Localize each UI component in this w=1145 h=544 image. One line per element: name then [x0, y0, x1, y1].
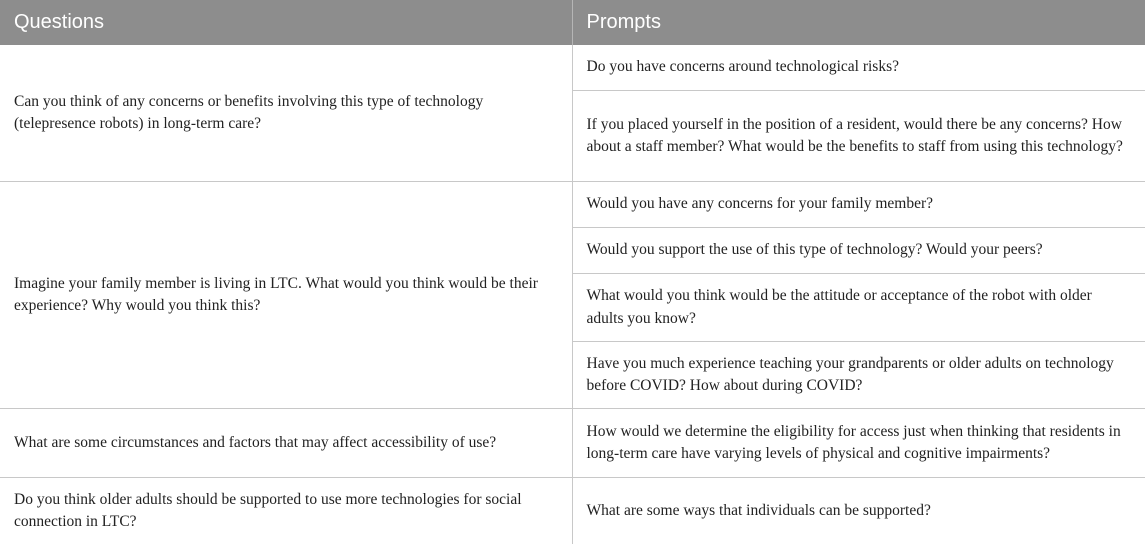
table-row	[0, 478, 1145, 544]
question-cell: What are some circumstances and factors that may affect accessibility of use?	[0, 409, 572, 478]
prompt-cell: Do you have concerns around technological risks?	[572, 45, 1145, 91]
table-row	[0, 182, 1145, 228]
prompt-cell: Would you support the use of this type of technology? Would your peers?	[572, 228, 1145, 274]
questions-column-header: Questions	[0, 0, 572, 45]
prompt-cell: If you placed yourself in the position of a resident, would there be any concerns? How about a staff member? What would be the benefits to staff from using this technology?	[572, 91, 1145, 182]
prompt-cell: Have you much experience teaching your grandparents or older adults on technology before COVID? How about during COVID?	[572, 342, 1145, 409]
table-header-row	[0, 0, 1145, 45]
question-cell: Can you think of any concerns or benefits involving this type of technology (telepresence robots) in long-term care?	[0, 45, 572, 182]
table-row	[0, 45, 1145, 91]
prompts-column-header: Prompts	[572, 0, 1145, 45]
prompt-cell: How would we determine the eligibility for access just when thinking that residents in long-term care have varying levels of physical and cognitive impairments?	[572, 409, 1145, 478]
prompt-cell: What are some ways that individuals can be supported?	[572, 478, 1145, 544]
table-row	[0, 409, 1145, 478]
question-cell: Do you think older adults should be supported to use more technologies for social connection in LTC?	[0, 478, 572, 544]
prompt-cell: What would you think would be the attitude or acceptance of the robot with older adults you know?	[572, 274, 1145, 342]
prompt-cell: Would you have any concerns for your family member?	[572, 182, 1145, 228]
question-cell: Imagine your family member is living in LTC. What would you think would be their experience? Why would you think this?	[0, 182, 572, 409]
